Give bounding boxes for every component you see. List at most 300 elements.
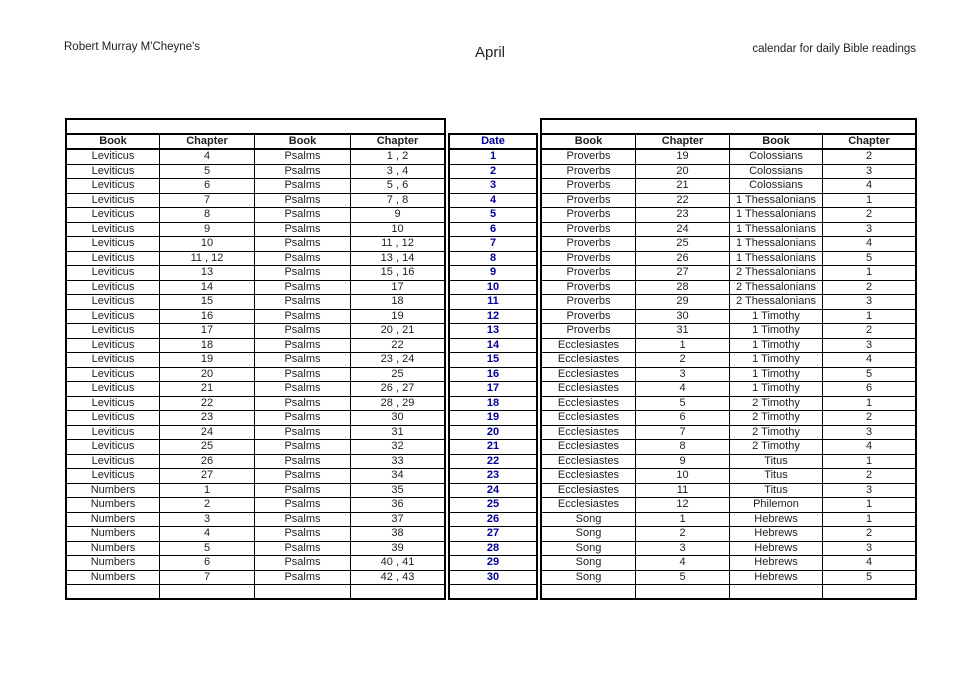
reading-cell: Ecclesiastes (542, 440, 636, 454)
reading-cell: Hebrews (730, 556, 823, 570)
reading-cell: 19 (636, 150, 730, 164)
date-row (450, 310, 536, 325)
right-table-row (542, 382, 915, 397)
month-title: April (474, 44, 505, 61)
reading-cell: 1 (865, 512, 873, 525)
reading-cell: Leviticus (67, 208, 160, 222)
reading-cell: 30 (391, 411, 404, 424)
left-table-row (67, 513, 444, 528)
empty-cell (160, 585, 255, 598)
date-cell: 6 (489, 222, 497, 235)
date-cell: 4 (489, 193, 497, 206)
right-table-row (542, 411, 915, 426)
reading-cell: 4 (636, 382, 730, 396)
reading-cell: Song (542, 556, 636, 570)
reading-cell: 3 (865, 338, 873, 351)
empty-cell (67, 585, 160, 598)
reading-cell: 2 Timothy (730, 426, 823, 440)
reading-cell: Ecclesiastes (542, 353, 636, 367)
reading-cell: 7 (160, 571, 255, 585)
left-table-row (67, 150, 444, 165)
date-row (450, 353, 536, 368)
reading-cell: Ecclesiastes (542, 411, 636, 425)
reading-cell: Psalms (255, 353, 351, 367)
reading-cell: 20 (160, 368, 255, 382)
date-row (450, 281, 536, 296)
reading-cell: 3 , 4 (386, 164, 409, 177)
reading-cell: Leviticus (67, 310, 160, 324)
left-table-row (67, 571, 444, 586)
reading-cell: Proverbs (542, 266, 636, 280)
date-row (450, 266, 536, 281)
date-row (450, 295, 536, 310)
reading-cell: Leviticus (67, 339, 160, 353)
date-cell: 1 (489, 150, 497, 163)
left-table-row (67, 556, 444, 571)
reading-cell: 27 (160, 469, 255, 483)
reading-cell: Numbers (67, 498, 160, 512)
date-cell: 14 (486, 338, 500, 351)
reading-cell: Colossians (730, 165, 823, 179)
date-cell: 23 (486, 469, 500, 482)
date-row (450, 165, 536, 180)
date-column-header: Date (481, 135, 505, 147)
reading-cell: 6 (865, 382, 873, 395)
reading-cell: Psalms (255, 571, 351, 585)
reading-cell: 14 (160, 281, 255, 295)
reading-cell: Proverbs (542, 208, 636, 222)
date-row (450, 179, 536, 194)
reading-cell: Numbers (67, 542, 160, 556)
reading-cell: 4 (865, 556, 873, 569)
reading-cell: Leviticus (67, 397, 160, 411)
reading-cell: Proverbs (542, 324, 636, 338)
left-readings-table (65, 118, 446, 600)
reading-cell: 1 (865, 266, 873, 279)
date-cell: 11 (487, 295, 499, 308)
date-cell: 28 (486, 541, 500, 554)
reading-cell: 35 (391, 483, 404, 496)
reading-cell: 11 , 12 (160, 252, 255, 266)
reading-cell: Psalms (255, 165, 351, 179)
reading-cell: Hebrews (730, 542, 823, 556)
reading-cell: 7 , 8 (386, 193, 409, 206)
reading-cell: 22 (391, 338, 404, 351)
reading-cell: 3 (636, 542, 730, 556)
date-cell: 19 (486, 411, 500, 424)
reading-cell: 25 (391, 367, 404, 380)
reading-cell: 2 (865, 527, 873, 540)
right-table-row (542, 150, 915, 165)
reading-cell: Numbers (67, 484, 160, 498)
right-table-row (542, 455, 915, 470)
column-header: Book (542, 135, 636, 148)
right-table-row (542, 426, 915, 441)
reading-cell: 5 (636, 571, 730, 585)
reading-cell: 1 (865, 396, 873, 409)
reading-cell: Ecclesiastes (542, 426, 636, 440)
reading-cell: 29 (636, 295, 730, 309)
right-table-row (542, 571, 915, 586)
date-column (448, 133, 538, 600)
reading-cell: Psalms (255, 237, 351, 251)
reading-cell: 2 Timothy (730, 440, 823, 454)
reading-cell: 5 (160, 542, 255, 556)
reading-cell: 21 (160, 382, 255, 396)
right-table-row (542, 295, 915, 310)
date-row (450, 339, 536, 354)
date-row (450, 513, 536, 528)
reading-cell: 2 (865, 280, 873, 293)
reading-cell: 2 Timothy (730, 397, 823, 411)
column-header: Chapter (376, 135, 419, 147)
date-row (450, 208, 536, 223)
reading-cell: 4 (636, 556, 730, 570)
reading-cell: Song (542, 542, 636, 556)
reading-cell: 42 , 43 (380, 570, 415, 583)
right-table-row (542, 179, 915, 194)
reading-cell: Numbers (67, 513, 160, 527)
empty-cell (450, 585, 536, 598)
left-table-row (67, 295, 444, 310)
reading-cell: 2 (636, 527, 730, 541)
reading-cell: 19 (160, 353, 255, 367)
reading-cell: 1 , 2 (386, 150, 409, 163)
right-table-row (542, 498, 915, 513)
left-table-row (67, 455, 444, 470)
reading-cell: Proverbs (542, 310, 636, 324)
reading-cell: Proverbs (542, 165, 636, 179)
reading-cell: 2 Timothy (730, 411, 823, 425)
reading-cell: 13 (160, 266, 255, 280)
date-row (450, 455, 536, 470)
reading-cell: Leviticus (67, 237, 160, 251)
reading-cell: Psalms (255, 527, 351, 541)
reading-cell: Proverbs (542, 237, 636, 251)
reading-cell: 1 Timothy (730, 368, 823, 382)
right-table-row (542, 469, 915, 484)
reading-cell: 4 (160, 150, 255, 164)
left-table-row (67, 252, 444, 267)
page-subtitle: calendar for daily Bible readings (752, 43, 916, 55)
reading-cell: 17 (391, 280, 404, 293)
reading-cell: Ecclesiastes (542, 484, 636, 498)
reading-cell: Colossians (730, 179, 823, 193)
right-table-row (542, 484, 915, 499)
date-row (450, 368, 536, 383)
reading-cell: Leviticus (67, 223, 160, 237)
reading-cell: Psalms (255, 266, 351, 280)
right-readings-table (540, 118, 917, 600)
reading-cell: 12 (636, 498, 730, 512)
date-row (450, 556, 536, 571)
left-table-row (67, 310, 444, 325)
reading-cell: Psalms (255, 469, 351, 483)
right-table-body (542, 150, 915, 585)
reading-cell: 5 (865, 251, 873, 264)
reading-cell: 6 (636, 411, 730, 425)
right-table-top-band (542, 120, 915, 135)
left-table-row (67, 208, 444, 223)
reading-cell: Ecclesiastes (542, 368, 636, 382)
right-table-row (542, 339, 915, 354)
reading-cell: Psalms (255, 440, 351, 454)
date-cell: 22 (486, 454, 500, 467)
reading-cell: 28 , 29 (380, 396, 415, 409)
reading-cell: 30 (636, 310, 730, 324)
date-cell: 18 (486, 396, 500, 409)
reading-cell: 15 (160, 295, 255, 309)
reading-cell: 40 , 41 (380, 556, 415, 569)
left-table-row (67, 237, 444, 252)
date-cell: 24 (486, 483, 500, 496)
reading-cell: Psalms (255, 484, 351, 498)
reading-cell: Leviticus (67, 324, 160, 338)
reading-cell: Psalms (255, 542, 351, 556)
left-table-empty-row (67, 585, 444, 598)
left-table-row (67, 498, 444, 513)
reading-cell: Psalms (255, 397, 351, 411)
reading-cell: Psalms (255, 179, 351, 193)
left-table-row (67, 469, 444, 484)
column-header: Book (730, 135, 823, 148)
reading-cell: Proverbs (542, 223, 636, 237)
reading-cell: 27 (636, 266, 730, 280)
empty-cell (823, 585, 915, 598)
reading-cell: Hebrews (730, 571, 823, 585)
reading-cell: 4 (160, 527, 255, 541)
right-table-row (542, 208, 915, 223)
left-table-row (67, 527, 444, 542)
reading-cell: 3 (865, 483, 873, 496)
reading-cell: Song (542, 513, 636, 527)
date-row (450, 571, 536, 586)
reading-cell: 18 (391, 295, 404, 308)
reading-cell: 3 (636, 368, 730, 382)
reading-cell: Psalms (255, 252, 351, 266)
right-table-empty-row (542, 585, 915, 598)
reading-cell: 1 Timothy (730, 353, 823, 367)
column-header: Book (255, 135, 351, 148)
reading-cell: Ecclesiastes (542, 339, 636, 353)
reading-cell: Titus (730, 455, 823, 469)
right-table-row (542, 440, 915, 455)
reading-cell: 18 (160, 339, 255, 353)
reading-cell: Leviticus (67, 281, 160, 295)
reading-cell: Leviticus (67, 411, 160, 425)
reading-cell: Leviticus (67, 469, 160, 483)
reading-cell: Leviticus (67, 252, 160, 266)
left-table-row (67, 339, 444, 354)
right-table-row (542, 542, 915, 557)
left-table-row (67, 542, 444, 557)
reading-cell: 5 (865, 570, 873, 583)
reading-cell: 8 (160, 208, 255, 222)
date-cell: 8 (489, 251, 497, 264)
date-row (450, 397, 536, 412)
reading-cell: 5 (636, 397, 730, 411)
date-cell: 16 (486, 367, 500, 380)
reading-cell: Leviticus (67, 194, 160, 208)
reading-cell: 34 (391, 469, 404, 482)
empty-cell (351, 585, 444, 598)
reading-cell: Leviticus (67, 165, 160, 179)
date-cell: 3 (489, 179, 497, 192)
date-row (450, 498, 536, 513)
left-table-row (67, 440, 444, 455)
date-row (450, 252, 536, 267)
reading-cell: 33 (391, 454, 404, 467)
date-cell: 30 (486, 570, 500, 583)
date-row (450, 237, 536, 252)
reading-cell: 4 (865, 440, 873, 453)
reading-cell: 7 (636, 426, 730, 440)
right-table-row (542, 252, 915, 267)
reading-cell: 8 (636, 440, 730, 454)
reading-cell: 25 (636, 237, 730, 251)
reading-cell: 2 (865, 208, 873, 221)
left-table-row (67, 353, 444, 368)
left-table-row (67, 223, 444, 238)
empty-cell (542, 585, 636, 598)
reading-cell: 1 (636, 339, 730, 353)
reading-cell: Leviticus (67, 295, 160, 309)
reading-cell: 2 Thessalonians (730, 281, 823, 295)
reading-cell: 28 (636, 281, 730, 295)
reading-cell: 1 Timothy (730, 382, 823, 396)
column-header: Chapter (848, 135, 890, 147)
reading-cell: Proverbs (542, 295, 636, 309)
reading-cell: 2 (160, 498, 255, 512)
left-table-row (67, 382, 444, 397)
left-table-header-row (67, 135, 444, 150)
reading-cell: Ecclesiastes (542, 397, 636, 411)
reading-cell: 36 (391, 498, 404, 511)
date-cell: 13 (486, 324, 500, 337)
reading-cell: 5 (160, 165, 255, 179)
reading-cell: 1 Thessalonians (730, 223, 823, 237)
reading-cell: 1 (160, 484, 255, 498)
right-table-row (542, 266, 915, 281)
reading-cell: 1 (865, 498, 873, 511)
reading-cell: Colossians (730, 150, 823, 164)
reading-cell: 5 (865, 367, 873, 380)
reading-cell: Leviticus (67, 440, 160, 454)
date-cell: 17 (486, 382, 500, 395)
left-table-row (67, 324, 444, 339)
reading-cell: 2 (865, 469, 873, 482)
reading-cell: 37 (391, 512, 404, 525)
reading-cell: 4 (865, 353, 873, 366)
date-row (450, 542, 536, 557)
reading-cell: 1 Thessalonians (730, 208, 823, 222)
reading-cell: Psalms (255, 426, 351, 440)
right-table-row (542, 368, 915, 383)
reading-cell: Song (542, 527, 636, 541)
reading-cell: Psalms (255, 455, 351, 469)
empty-cell (255, 585, 351, 598)
reading-cell: 9 (394, 208, 401, 221)
reading-cell: Psalms (255, 556, 351, 570)
reading-cell: 23 (160, 411, 255, 425)
reading-cell: 20 , 21 (380, 324, 415, 337)
date-cell: 10 (486, 280, 500, 293)
reading-cell: Leviticus (67, 455, 160, 469)
reading-cell: Numbers (67, 556, 160, 570)
column-header: Chapter (160, 135, 255, 148)
date-cell: 20 (486, 425, 500, 438)
date-row (450, 469, 536, 484)
date-cell: 7 (489, 237, 497, 250)
date-column-header-row (450, 135, 536, 150)
left-table-row (67, 179, 444, 194)
right-table-row (542, 310, 915, 325)
right-table-row (542, 194, 915, 209)
reading-cell: Psalms (255, 339, 351, 353)
reading-cell: 3 (160, 513, 255, 527)
reading-cell: 1 Thessalonians (730, 252, 823, 266)
left-table-top-band (67, 120, 444, 135)
reading-cell: Hebrews (730, 513, 823, 527)
reading-cell: 23 (636, 208, 730, 222)
reading-cell: 31 (391, 425, 404, 438)
date-row (450, 411, 536, 426)
date-row (450, 440, 536, 455)
readings-calendar (65, 118, 917, 600)
reading-cell: Psalms (255, 194, 351, 208)
reading-cell: 1 (865, 309, 873, 322)
date-cell: 2 (489, 164, 497, 177)
date-row (450, 194, 536, 209)
date-cell: 27 (486, 527, 500, 540)
right-table-row (542, 513, 915, 528)
reading-cell: 2 (865, 150, 873, 163)
date-column-empty-row (450, 585, 536, 598)
date-column-body (450, 150, 536, 585)
reading-cell: 1 (636, 513, 730, 527)
reading-cell: 26 (636, 252, 730, 266)
reading-cell: 1 Thessalonians (730, 237, 823, 251)
reading-cell: Proverbs (542, 252, 636, 266)
date-row (450, 527, 536, 542)
reading-cell: Numbers (67, 571, 160, 585)
reading-cell: 16 (160, 310, 255, 324)
reading-cell: Psalms (255, 382, 351, 396)
reading-cell: 2 (636, 353, 730, 367)
reading-cell: Psalms (255, 310, 351, 324)
right-table-row (542, 281, 915, 296)
date-row (450, 150, 536, 165)
reading-cell: 11 , 12 (381, 237, 414, 250)
right-table-row (542, 353, 915, 368)
right-table-row (542, 237, 915, 252)
empty-cell (730, 585, 823, 598)
left-table-row (67, 281, 444, 296)
reading-cell: 31 (636, 324, 730, 338)
reading-cell: 1 Timothy (730, 310, 823, 324)
reading-cell: Psalms (255, 411, 351, 425)
reading-cell: Ecclesiastes (542, 382, 636, 396)
reading-cell: Psalms (255, 208, 351, 222)
date-row (450, 382, 536, 397)
date-cell: 26 (486, 512, 500, 525)
right-table-row (542, 397, 915, 412)
date-cell: 5 (489, 208, 497, 221)
reading-cell: 1 (865, 454, 873, 467)
reading-cell: 10 (160, 237, 255, 251)
reading-cell: 4 (865, 179, 873, 192)
reading-cell: 6 (160, 556, 255, 570)
